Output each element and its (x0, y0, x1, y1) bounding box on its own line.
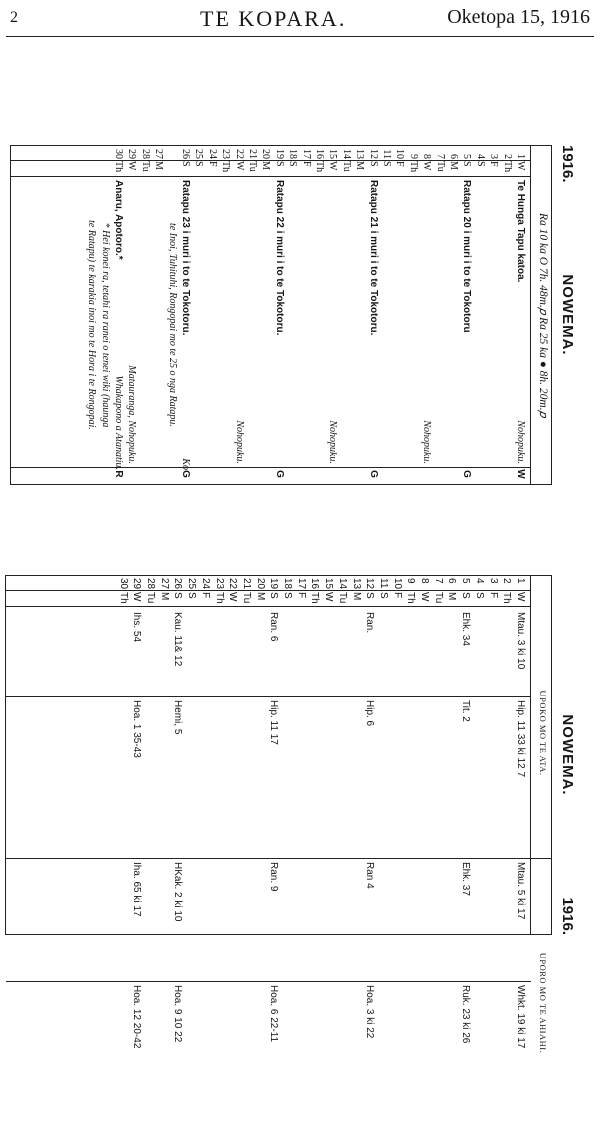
day-number: 24 (199, 578, 211, 590)
morning-first-lesson: Kau. 11& 12 (172, 612, 184, 667)
liturgical-colour: R (113, 470, 124, 478)
day-number: 10 (394, 149, 406, 159)
weekday: F (488, 161, 500, 167)
weekday: Th (309, 592, 321, 604)
day-number: 27 (158, 578, 170, 590)
feast-title: Ratapu 21 i muri i to te Tokotoru. (367, 180, 379, 336)
day-number: 12 (364, 578, 376, 590)
moon-phases: Ra 10 ka O 7h. 48m.𝑝 Ra 25 ka ● 8h. 20m.𝑝 (537, 212, 549, 418)
day-number: 18 (287, 149, 299, 159)
day-number: 11 (378, 578, 389, 589)
day-number: 12 (367, 149, 379, 159)
weekday: Th (113, 161, 124, 173)
morning-first-lesson: Mtau. 3 ki 10 (515, 612, 526, 670)
day-number: 14 (336, 578, 348, 590)
day-number: 19 (273, 149, 285, 159)
weekday: Tu (247, 161, 258, 172)
weekday: S (186, 592, 198, 599)
day-number: 30 (117, 578, 129, 590)
weekday: F (487, 592, 499, 599)
weekday: F (391, 592, 403, 599)
weekday: M (153, 161, 165, 170)
calendar-row (407, 146, 420, 484)
day-number: 16 (309, 578, 321, 590)
weekday: S (172, 592, 184, 599)
calendar-row (99, 146, 112, 484)
weekday: S (268, 592, 280, 599)
observance-note: Nohopuku. (515, 420, 526, 464)
weekday: S (378, 592, 389, 599)
liturgical-colour: G (273, 470, 285, 478)
weekday: Th (405, 592, 417, 604)
day-number: 25 (193, 149, 205, 159)
liturgical-colour: G (461, 470, 473, 478)
weekday: W (515, 592, 526, 602)
calendar-row (166, 146, 179, 484)
calendar-row (273, 146, 286, 484)
calendar-row (393, 146, 406, 484)
evening-second-lesson: Ruk. 23 ki 26 (460, 985, 472, 1044)
header-rule (6, 36, 594, 37)
calendar-row (447, 146, 460, 484)
weekday: M (254, 592, 266, 601)
calendar-row (259, 146, 272, 484)
day-number: 10 (391, 578, 403, 590)
calendar-row (246, 146, 259, 484)
weekday: S (381, 161, 392, 167)
calendar-row (85, 146, 98, 484)
day-number: 5 (460, 578, 472, 584)
day-number: 15 (323, 578, 335, 590)
weekday: F (295, 592, 307, 599)
weekday: S (474, 161, 486, 167)
evening-column-header: UPORO MO TE AHIAHI. (538, 952, 548, 1054)
calendar-row (340, 146, 353, 484)
weekday: S (460, 592, 472, 599)
calendar-row (125, 146, 138, 484)
calendar-heading (552, 145, 580, 485)
weekday: S (180, 161, 191, 167)
calendar-row (300, 146, 313, 484)
weekday: M (446, 592, 458, 601)
morning-second-lesson: Tit. 2 (460, 700, 472, 722)
calendar-row (487, 146, 500, 484)
feast-subnote: Ko (180, 458, 191, 470)
calendar-year: 1916. (559, 145, 576, 183)
weekday: S (282, 592, 294, 599)
day-number: 1 (515, 154, 526, 159)
day-number: 28 (139, 149, 151, 159)
day-number: 30 (113, 149, 124, 159)
liturgical-colour: G (180, 470, 191, 478)
day-number: 2 (501, 154, 513, 159)
feast-title: Ratapu 23 i muri i to te Tokotoru. (180, 180, 191, 336)
weekday: Th (314, 161, 325, 173)
calendar-row (380, 146, 393, 484)
day-number: 29 (126, 149, 138, 159)
evening-first-lesson: Iha. 65 ki 17 (131, 862, 143, 917)
weekday: S (287, 161, 299, 167)
weekday: S (364, 592, 376, 599)
day-number: 7 (432, 578, 444, 584)
observance-note: Matauranga, Nohopuku. (126, 365, 138, 464)
weekday: S (193, 161, 205, 167)
weekday: S (473, 592, 485, 599)
day-number: 16 (314, 149, 325, 159)
weekday: M (260, 161, 272, 170)
calendar-row (206, 146, 219, 484)
weekday: F (206, 161, 218, 167)
day-number: 17 (295, 578, 307, 590)
day-number: 17 (300, 149, 312, 159)
calendar-row (353, 146, 366, 484)
issue-date: Oketopa 15, 1916 (447, 6, 590, 28)
observance-note: Nohopuku. (327, 420, 339, 464)
weekday: Th (220, 161, 232, 173)
calendar-row (286, 146, 299, 484)
calendar-row (192, 146, 205, 484)
calendar-divider (530, 146, 531, 484)
calendar-row (233, 146, 246, 484)
day-number: 22 (233, 149, 245, 159)
day-number: 13 (354, 149, 366, 159)
continuation-note: te Inoi, Tuhituhi, Rongopai mo te 25 o nga Ratapu. (166, 223, 178, 427)
day-number: 15 (327, 149, 339, 159)
day-number: 4 (473, 578, 485, 584)
day-number: 21 (241, 578, 252, 590)
calendar-row (112, 146, 125, 484)
page-header (0, 0, 600, 44)
weekday: M (350, 592, 362, 601)
weekday: Th (501, 161, 513, 173)
weekday: Th (501, 592, 513, 604)
day-number: 21 (247, 149, 258, 159)
weekday: F (394, 161, 406, 167)
calendar-row (152, 146, 165, 484)
lessons-month: NOWEMA. (559, 714, 576, 796)
day-number: 11 (381, 149, 392, 159)
weekday: W (421, 161, 433, 171)
evening-first-lesson: Ehk. 37 (460, 862, 472, 896)
day-number: 19 (268, 578, 280, 590)
calendar-table (10, 145, 552, 485)
weekday: W (126, 161, 138, 171)
evening-second-lesson: Hoa. 9 10 22 (172, 985, 184, 1043)
day-number: 3 (487, 578, 499, 584)
morning-second-lesson: Hip. 6 (364, 700, 376, 727)
evening-second-lesson: Hoa. 12 20-42 (131, 985, 143, 1049)
morning-first-lesson: Ran. 6 (268, 612, 280, 642)
lessons-panel (5, 575, 580, 1054)
day-number: 25 (186, 578, 198, 590)
evening-second-lesson: Hoa. 6 22-11 (268, 985, 280, 1043)
calendar-row (313, 146, 326, 484)
morning-second-lesson: Hip. 11 33 ki 12 7 (515, 700, 526, 778)
lessons-divider (530, 576, 531, 934)
morning-column-header: UPOKO MO TE ATA. (538, 690, 548, 776)
day-number: 26 (172, 578, 184, 590)
evening-second-lesson: Hoa. 3 ki 22 (364, 985, 376, 1039)
publication-title: TE KOPARA. (200, 6, 347, 31)
weekday: Tu (340, 161, 352, 172)
day-number: 9 (407, 154, 419, 159)
calendar-row (474, 146, 487, 484)
evening-first-lesson: HKak. 2 ki 10 (172, 862, 184, 922)
calendar-row (367, 146, 380, 484)
day-number: 13 (350, 578, 362, 590)
calendar-row (434, 146, 447, 484)
calendar-row (501, 146, 514, 484)
lessons-table (5, 575, 552, 1054)
evening-first-lesson: Mtau. 5 ki 17 (515, 862, 526, 920)
lessons-heading (552, 575, 580, 935)
morning-first-lesson: Ihs. 54 (131, 612, 143, 643)
day-number: 6 (446, 578, 458, 584)
day-number: 8 (421, 154, 433, 159)
feast-title: Te Hunga Tapu katoa. (515, 180, 526, 283)
weekday: M (448, 161, 459, 170)
weekday: Tu (145, 592, 157, 604)
day-number: 29 (131, 578, 143, 590)
observance-note: Nohopuku. (233, 420, 245, 464)
calendar-panel (10, 145, 580, 485)
day-number: 14 (340, 149, 352, 159)
weekday: M (354, 161, 366, 170)
evening-first-lesson: Ran. 9 (268, 862, 280, 892)
continuation-note: te Ratapu) te karakia inoi mo te Hora i te Rongopai. (86, 220, 98, 430)
weekday: Tu (432, 592, 444, 604)
day-number: 4 (474, 154, 486, 159)
calendar-row (460, 146, 473, 484)
weekday: S (273, 161, 285, 167)
day-column-rule (6, 590, 531, 591)
day-number: 1 (515, 578, 526, 584)
day-number: 8 (419, 578, 431, 584)
weekday: W (227, 592, 239, 602)
day-number: 18 (282, 578, 294, 590)
calendar-month: NOWEMA. (559, 274, 576, 356)
day-number: 5 (461, 154, 473, 159)
calendar-row (326, 146, 339, 484)
day-number: 23 (213, 578, 225, 590)
day-number: 27 (153, 149, 165, 159)
calendar-row (179, 146, 192, 484)
day-number: 3 (488, 154, 500, 159)
weekday: W (327, 161, 339, 171)
feast-subnote: Whakapono a Atanatiu. (113, 375, 124, 470)
day-number: 28 (145, 578, 157, 590)
morning-second-lesson: Hip. 11 17 (268, 700, 280, 745)
evening-first-rule (6, 981, 531, 982)
weekday: W (323, 592, 335, 602)
calendar-row (139, 146, 152, 484)
weekday: Th (117, 592, 129, 604)
morning-first-rule (6, 696, 531, 697)
calendar-row (420, 146, 433, 484)
day-number: 23 (220, 149, 232, 159)
weekday: W (233, 161, 245, 171)
lessons-year: 1916. (559, 897, 576, 935)
day-number: 20 (254, 578, 266, 590)
morning-second-lesson: Hemi, 5 (172, 700, 184, 735)
morning-evening-rule (6, 858, 551, 859)
weekday: S (367, 161, 379, 167)
day-number: 9 (405, 578, 417, 584)
weekday: M (158, 592, 170, 601)
weekday: F (300, 161, 312, 167)
feast-title: Ratapu 22 i muri i to te Tokotoru. (273, 180, 285, 336)
weekday: F (199, 592, 211, 599)
feast-title: Ratapu 20 i muri i to te Tokotoru (461, 180, 473, 333)
weekday: S (461, 161, 473, 167)
weekday: W (419, 592, 431, 602)
weekday: Tu (336, 592, 348, 604)
weekday: Th (213, 592, 225, 604)
morning-first-lesson: Ran. (364, 612, 376, 634)
day-number: 26 (180, 149, 191, 159)
weekday: Tu (434, 161, 446, 172)
calendar-row (514, 146, 527, 484)
day-number: 22 (227, 578, 239, 590)
morning-first-lesson: Ehk. 34 (460, 612, 472, 646)
weekday-column-rule (6, 606, 531, 607)
day-number: 6 (448, 154, 459, 159)
weekday: Tu (241, 592, 252, 604)
liturgical-colour: W (515, 469, 526, 479)
calendar-row (219, 146, 232, 484)
evening-second-lesson: Whkt. 19 ki 17 (515, 985, 526, 1049)
observance-note: Nohopuku. (421, 420, 433, 464)
continuation-note: * Hei konei ra, tetahi ra ranei o tenei wiki (haunga (99, 222, 111, 428)
day-number: 20 (260, 149, 272, 159)
day-number: 7 (434, 154, 446, 159)
day-number: 2 (501, 578, 513, 584)
weekday: W (515, 161, 526, 171)
weekday: Th (407, 161, 419, 173)
evening-first-lesson: Ran 4 (364, 862, 376, 889)
weekday: W (131, 592, 143, 602)
weekday: Tu (139, 161, 151, 172)
page-number: 2 (10, 9, 18, 26)
day-number: 24 (206, 149, 218, 159)
liturgical-colour: G (367, 470, 379, 478)
morning-second-lesson: Hoa. 1 35-43 (131, 700, 143, 758)
feast-title: Anaru, Apotoro.* (113, 180, 124, 260)
